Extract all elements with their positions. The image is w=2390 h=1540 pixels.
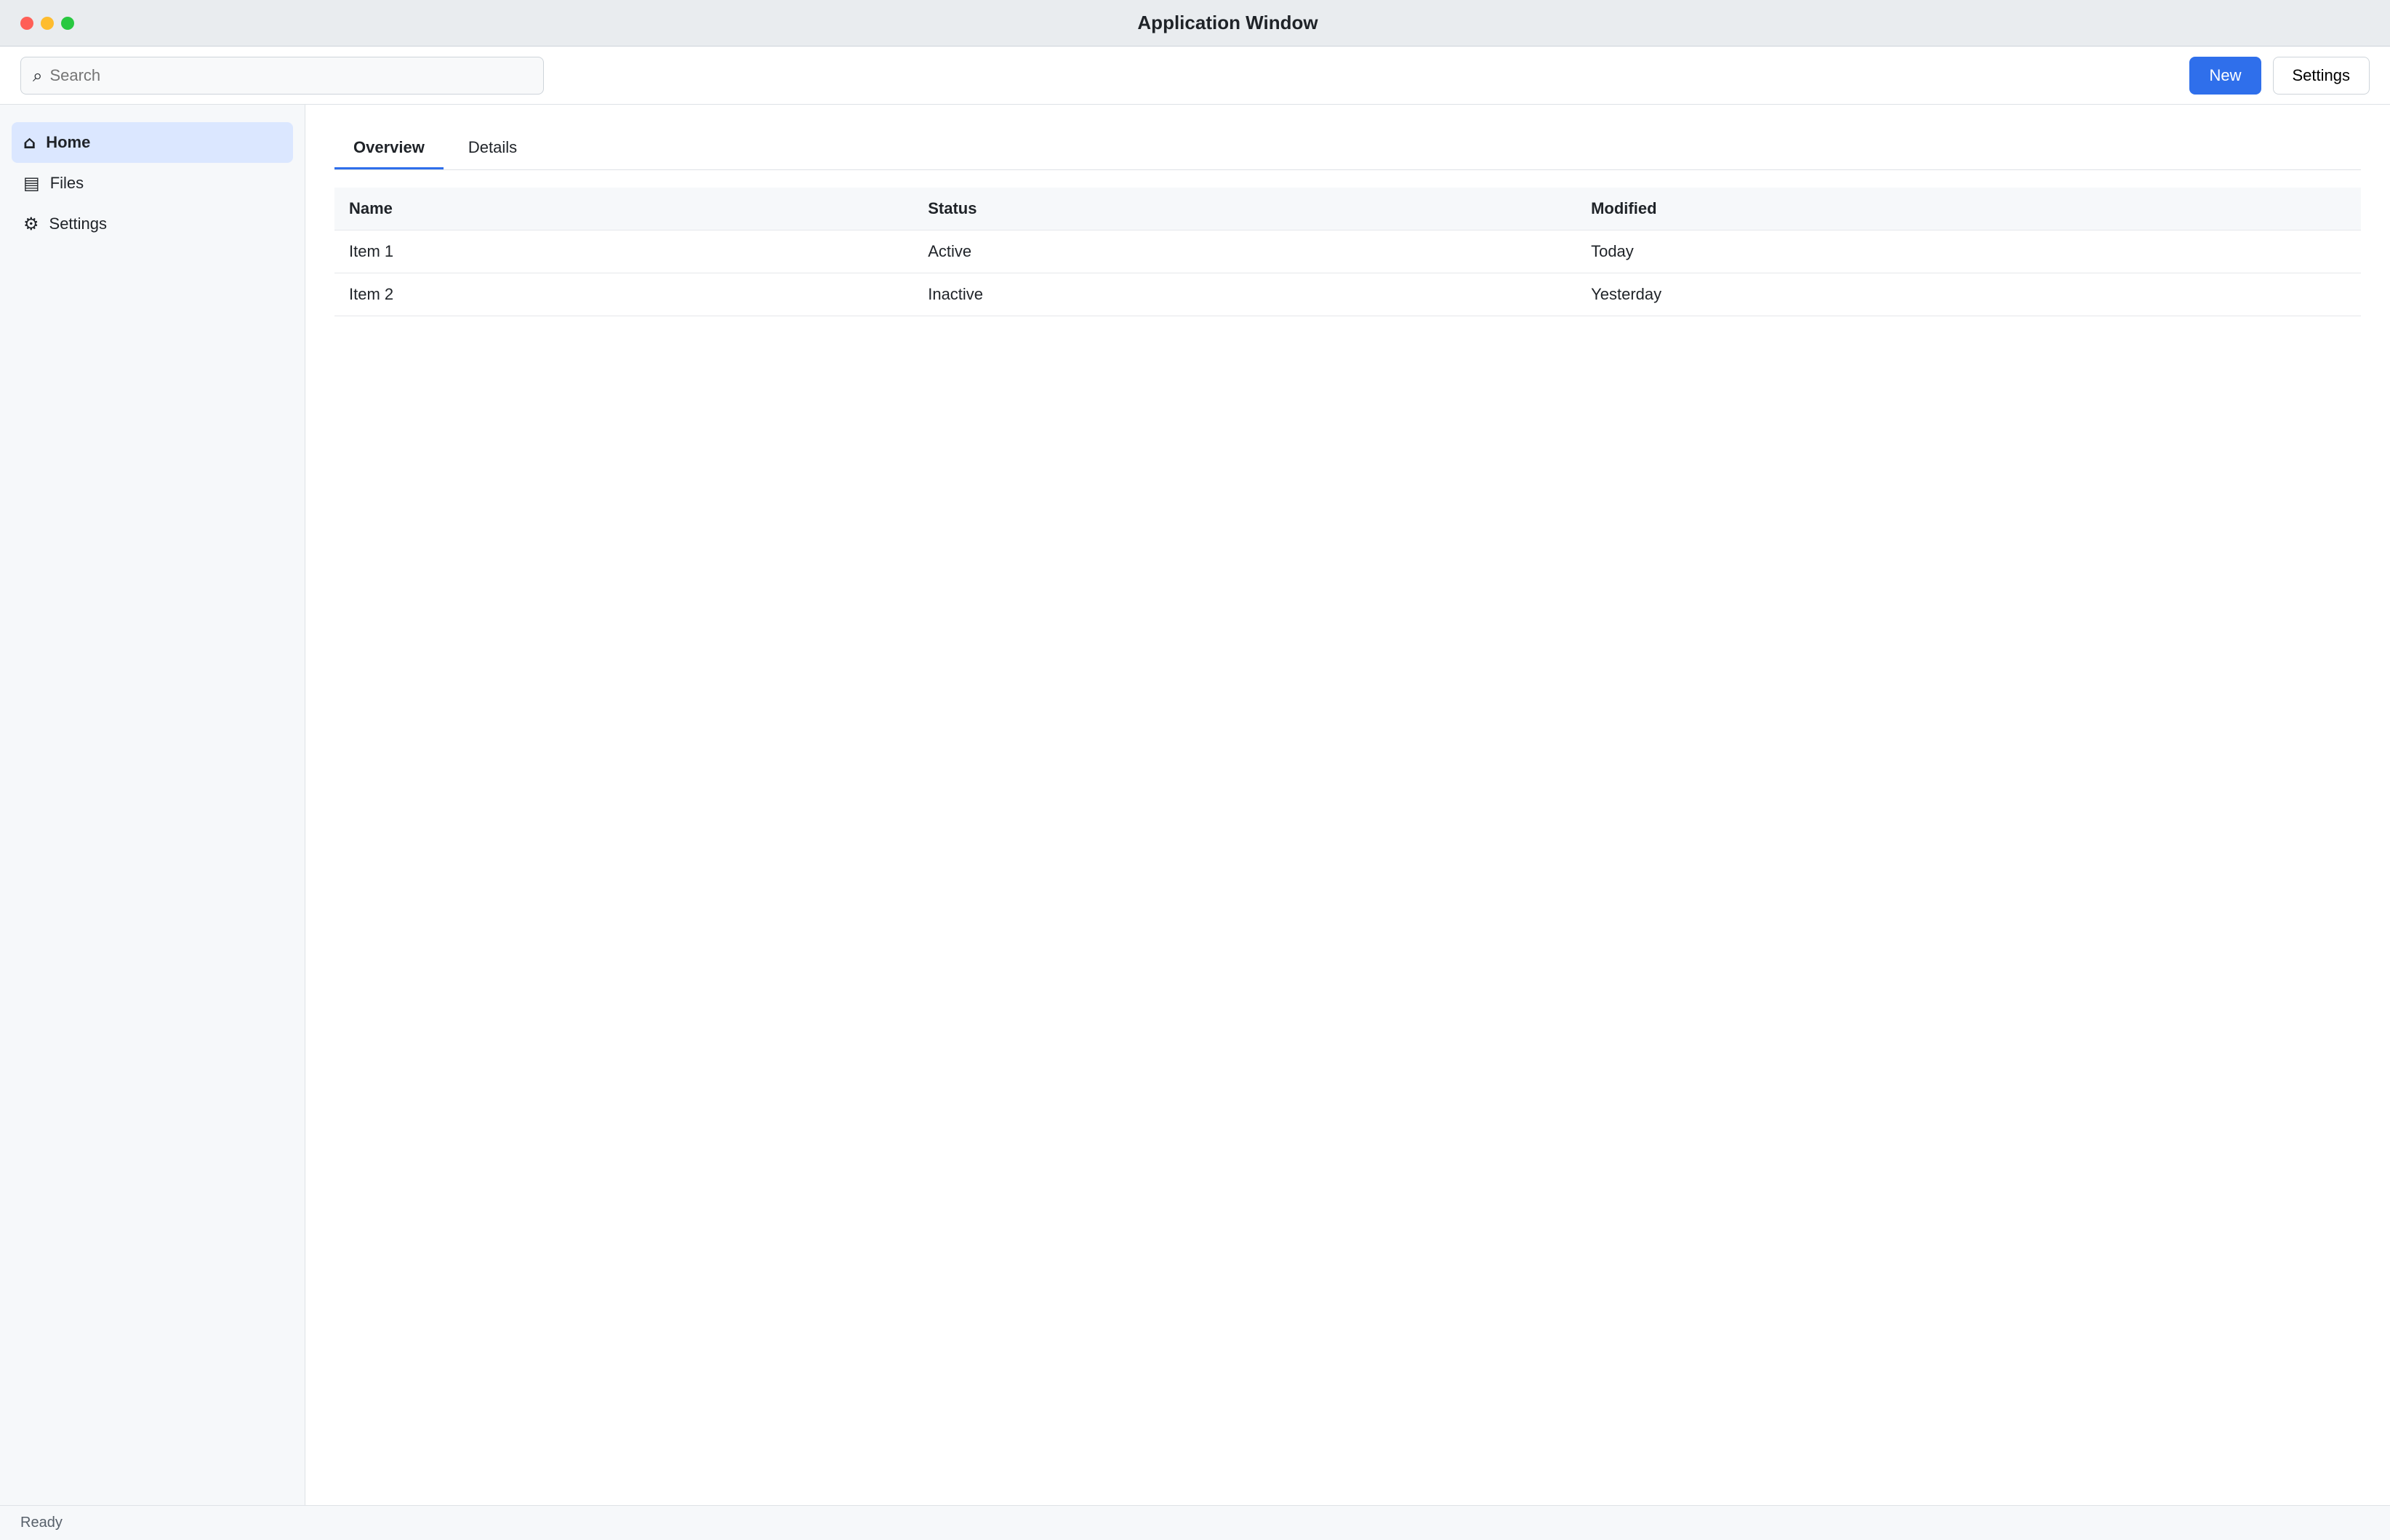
table-cell: Active — [913, 230, 1576, 273]
table-row[interactable] — [334, 230, 2361, 273]
table-body — [334, 230, 2361, 316]
sidebar-item-label: Settings — [49, 214, 108, 233]
window-controls — [20, 17, 74, 30]
minimize-window-button[interactable] — [41, 17, 54, 30]
table-cell: Item 1 — [334, 230, 913, 273]
maximize-window-button[interactable] — [61, 17, 74, 30]
new-button[interactable]: New — [2189, 57, 2261, 95]
sidebar-item-label: Files — [49, 174, 84, 192]
column-header: Modified — [1576, 188, 2361, 230]
table-cell: Inactive — [913, 273, 1576, 316]
table-row[interactable] — [334, 273, 2361, 316]
sidebar — [0, 105, 305, 1505]
sidebar-item-2[interactable] — [12, 204, 293, 244]
title-bar — [0, 0, 2390, 47]
gear-icon: ⚙ — [23, 214, 39, 234]
data-table — [334, 188, 2361, 316]
content-area — [0, 105, 2390, 1505]
search-icon: ⌕ — [33, 65, 43, 86]
toolbar — [0, 47, 2390, 105]
sidebar-item-1[interactable] — [12, 163, 293, 204]
table-cell: Yesterday — [1576, 273, 2361, 316]
tab-bar — [334, 128, 2361, 170]
search-input[interactable] — [49, 66, 532, 85]
settings-button[interactable]: Settings — [2273, 57, 2370, 95]
folder-icon: ▤ — [23, 173, 40, 193]
tab-1[interactable]: Details — [468, 138, 518, 156]
tab-0[interactable]: Overview — [334, 128, 444, 169]
sidebar-item-label: Home — [46, 133, 91, 151]
table-cell: Item 2 — [334, 273, 913, 316]
status-text: Ready — [20, 1515, 63, 1531]
sidebar-item-0[interactable] — [12, 122, 293, 163]
main-panel — [305, 105, 2390, 1505]
close-window-button[interactable] — [20, 17, 33, 30]
search-box[interactable] — [20, 57, 544, 95]
home-icon: ⌂ — [23, 132, 36, 153]
table-header-row — [334, 188, 2361, 230]
column-header: Name — [334, 188, 913, 230]
column-header: Status — [913, 188, 1576, 230]
table-cell: Today — [1576, 230, 2361, 273]
window-title: Application Window — [1137, 12, 1318, 33]
status-bar — [0, 1505, 2390, 1540]
